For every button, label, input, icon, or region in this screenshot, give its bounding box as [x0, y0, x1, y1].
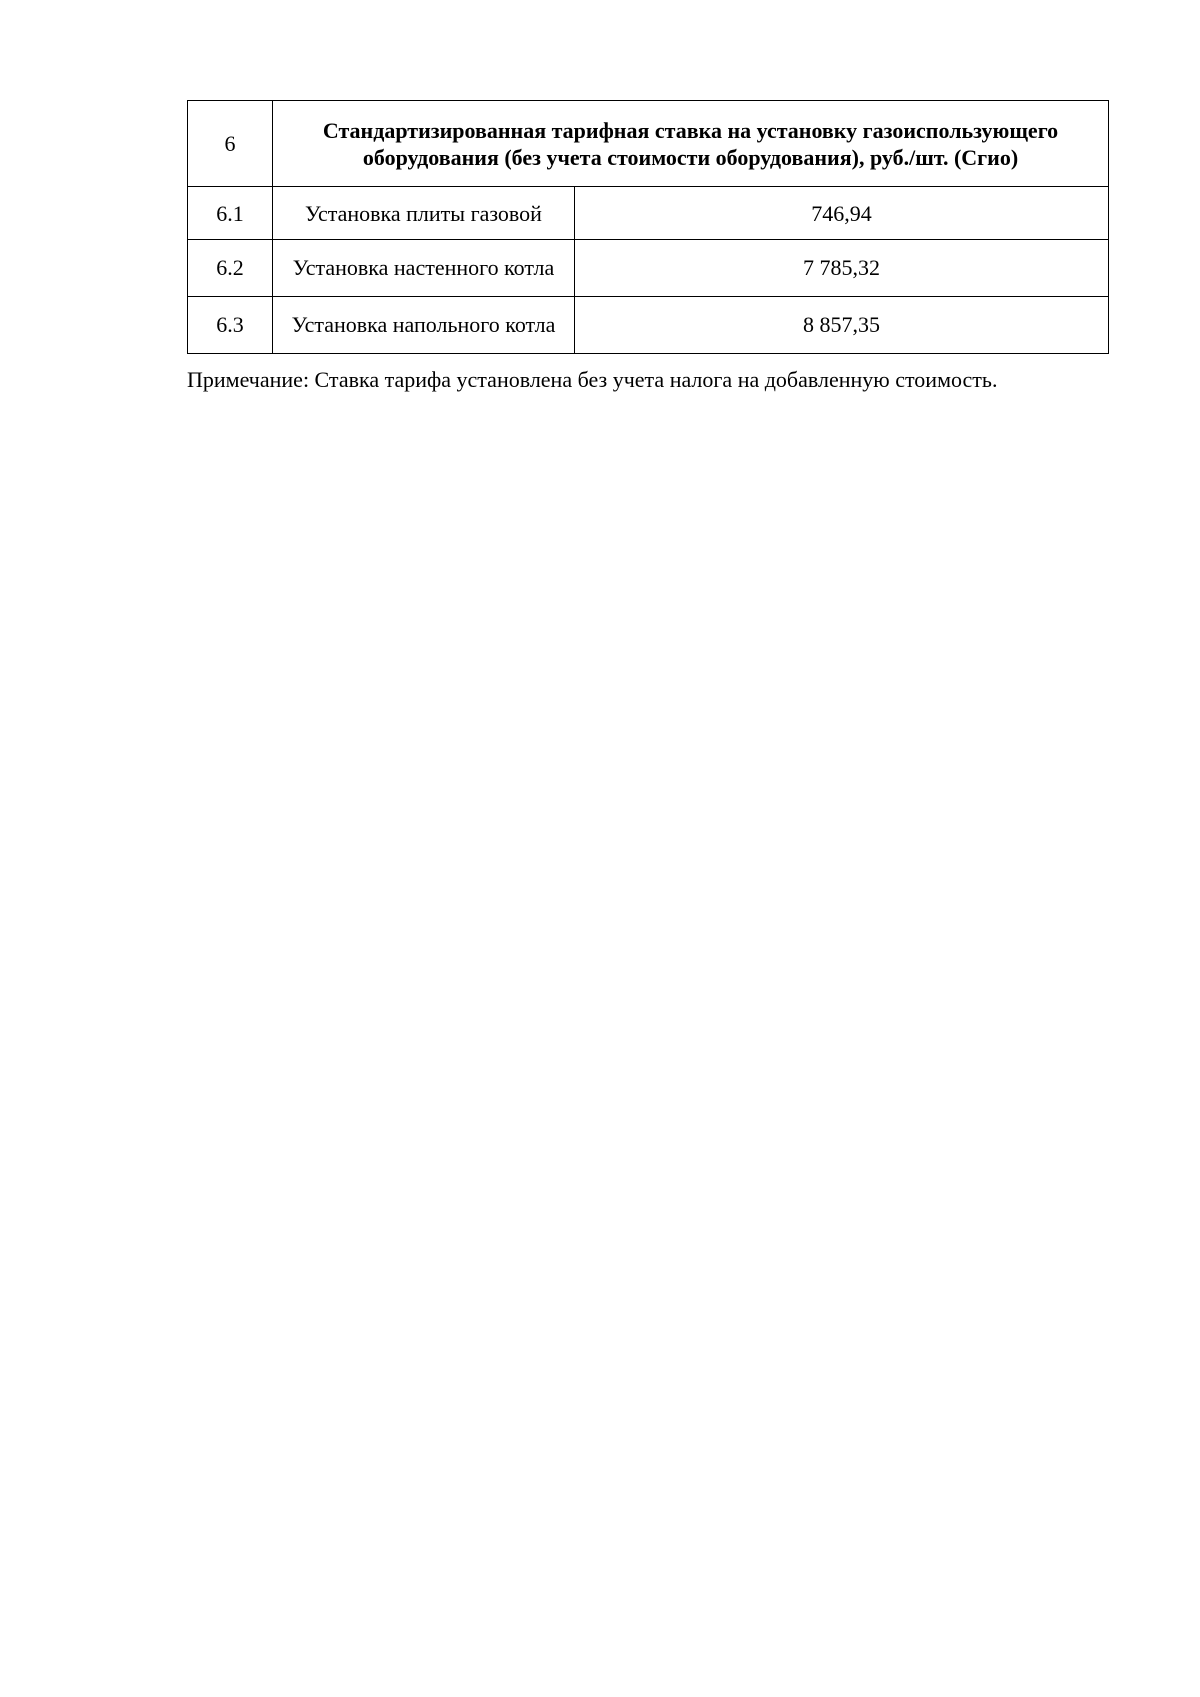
row-value: 8 857,35	[575, 297, 1109, 354]
row-name: Установка плиты газовой	[273, 187, 575, 240]
row-name: Установка настенного котла	[273, 240, 575, 297]
row-number: 6.3	[188, 297, 273, 354]
row-number: 6.1	[188, 187, 273, 240]
table-row	[188, 240, 1109, 297]
section-number: 6	[188, 101, 273, 187]
row-value: 746,94	[575, 187, 1109, 240]
row-name: Установка напольного котла	[273, 297, 575, 354]
note-text: Примечание: Ставка тарифа установлена без учета налога на добавленную стоимость.	[187, 367, 998, 392]
tariff-table	[187, 100, 1109, 354]
row-number: 6.2	[188, 240, 273, 297]
table-row	[188, 297, 1109, 354]
table-header-row	[188, 101, 1109, 187]
row-value: 7 785,32	[575, 240, 1109, 297]
section-title: Стандартизированная тарифная ставка на установку газоиспользующего оборудования (без учета стоимости оборудования), руб./шт. (Сгио)	[273, 101, 1109, 187]
table-row	[188, 187, 1109, 240]
